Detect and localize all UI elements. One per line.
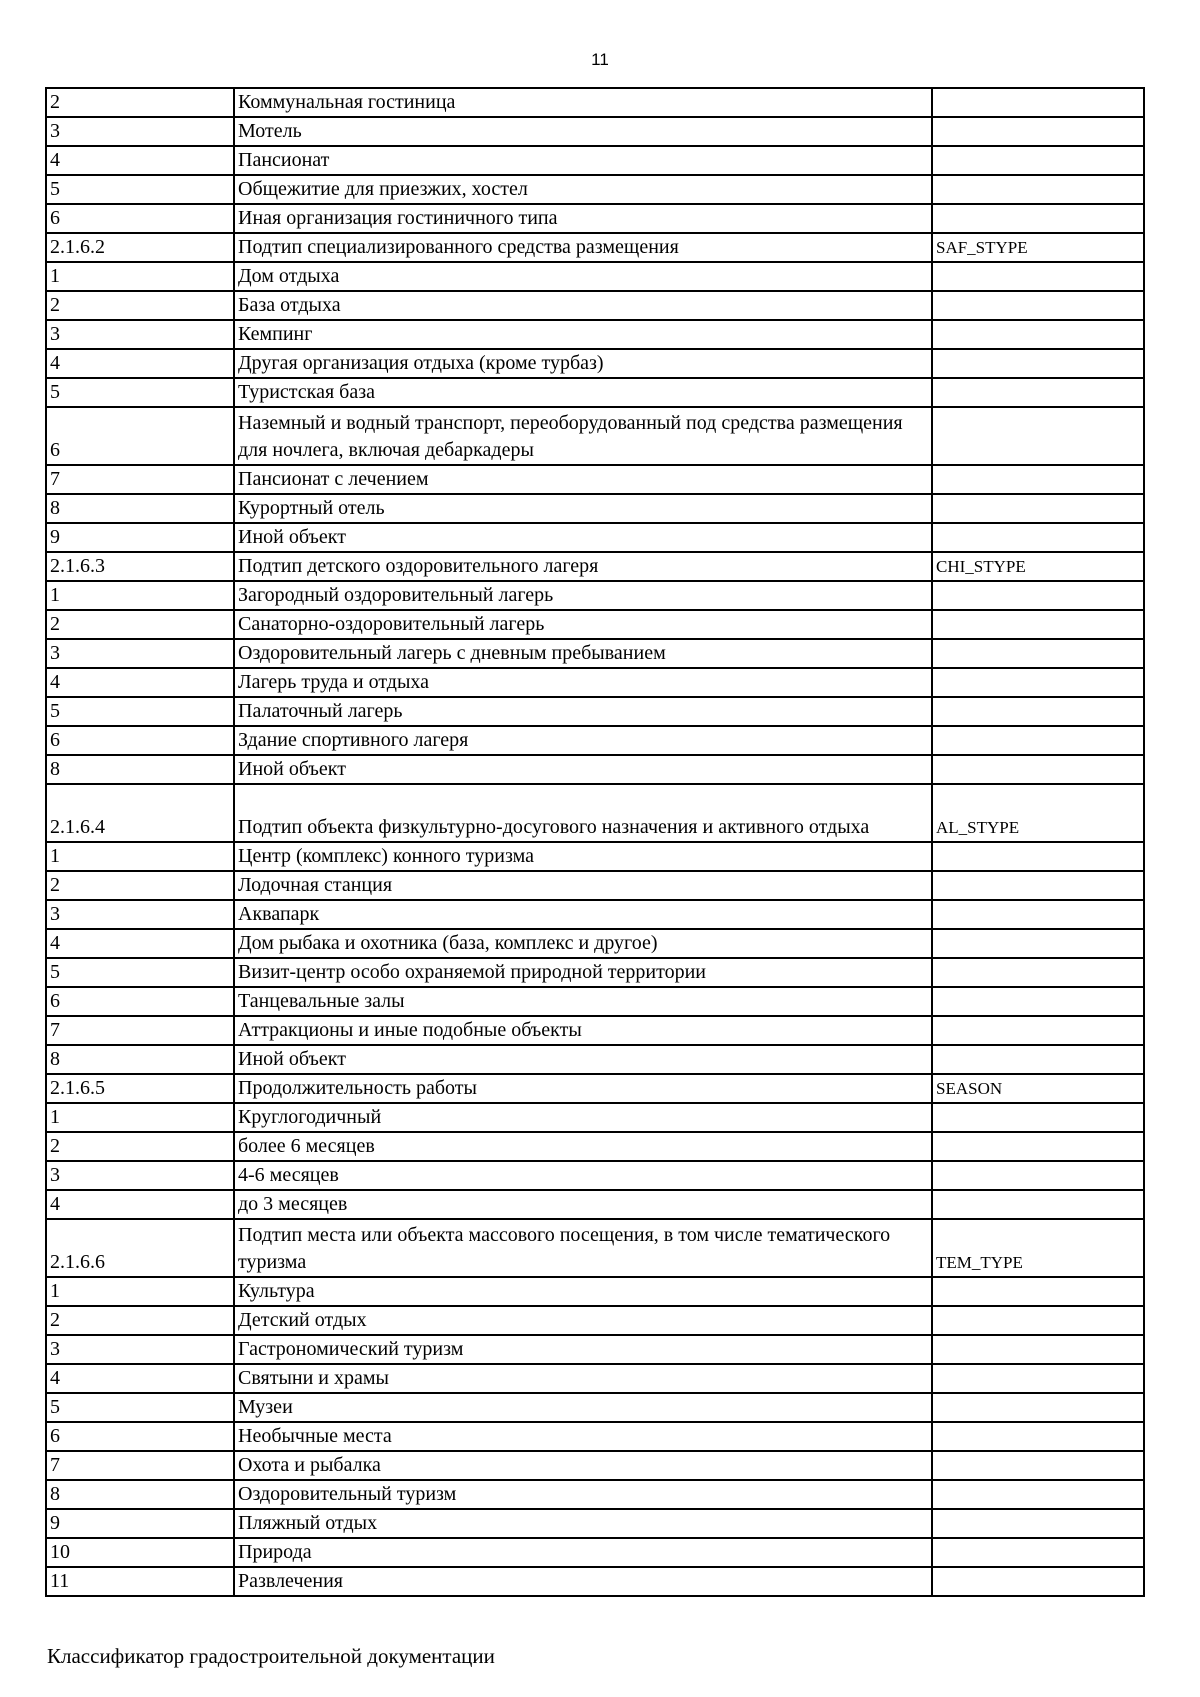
- row-code-cell: [932, 291, 1144, 320]
- row-number-cell: 2.1.6.5: [46, 1074, 234, 1103]
- table-row: [46, 900, 1144, 929]
- table-row: [46, 1538, 1144, 1567]
- row-number-cell: 11: [46, 1567, 234, 1596]
- row-code-cell: [932, 1016, 1144, 1045]
- page-number: 11: [591, 50, 609, 69]
- table-row: [46, 842, 1144, 871]
- row-code-cell: [932, 1451, 1144, 1480]
- table-row: [46, 929, 1144, 958]
- table-row: [46, 958, 1144, 987]
- row-code-cell: SEASON: [932, 1074, 1144, 1103]
- table-row: [46, 1045, 1144, 1074]
- row-name-cell: Подтип специализированного средства размещения: [234, 233, 932, 262]
- row-code-cell: [932, 1277, 1144, 1306]
- row-name-cell: Кемпинг: [234, 320, 932, 349]
- row-code-cell: SAF_STYPE: [932, 233, 1144, 262]
- row-name-cell: Общежитие для приезжих, хостел: [234, 175, 932, 204]
- row-code-cell: [932, 407, 1144, 465]
- row-number-cell: 4: [46, 1364, 234, 1393]
- table-row: [46, 465, 1144, 494]
- row-code-cell: [932, 581, 1144, 610]
- row-code-cell: [932, 1538, 1144, 1567]
- row-name-cell: Здание спортивного лагеря: [234, 726, 932, 755]
- table-row: [46, 1306, 1144, 1335]
- table-row: [46, 1451, 1144, 1480]
- table-row: [46, 262, 1144, 291]
- row-code-cell: [932, 755, 1144, 784]
- row-number-cell: 2: [46, 610, 234, 639]
- table-row: [46, 552, 1144, 581]
- table-row: [46, 175, 1144, 204]
- row-number-cell: 6: [46, 204, 234, 233]
- row-name-cell: Танцевальные залы: [234, 987, 932, 1016]
- row-name-cell: Санаторно-оздоровительный лагерь: [234, 610, 932, 639]
- table-row: [46, 1364, 1144, 1393]
- row-name-cell: Подтип объекта физкультурно-досугового назначения и активного отдыха: [234, 784, 932, 842]
- row-number-cell: 9: [46, 523, 234, 552]
- table-row: [46, 784, 1144, 842]
- row-name-cell: Палаточный лагерь: [234, 697, 932, 726]
- row-number-cell: 4: [46, 1190, 234, 1219]
- row-code-cell: [932, 842, 1144, 871]
- row-code-cell: [932, 871, 1144, 900]
- table-row: [46, 697, 1144, 726]
- table-row: [46, 726, 1144, 755]
- table-row: [46, 1393, 1144, 1422]
- table-row: [46, 1132, 1144, 1161]
- row-code-cell: [932, 1190, 1144, 1219]
- table-body: [46, 88, 1144, 1596]
- row-name-cell: Аквапарк: [234, 900, 932, 929]
- row-number-cell: 3: [46, 639, 234, 668]
- row-number-cell: 1: [46, 262, 234, 291]
- table-row: [46, 117, 1144, 146]
- row-name-cell: Подтип детского оздоровительного лагеря: [234, 552, 932, 581]
- row-name-cell: Подтип места или объекта массового посещения, в том числе тематического туризма: [234, 1219, 932, 1277]
- row-number-cell: 2.1.6.4: [46, 784, 234, 842]
- row-name-cell: Коммунальная гостиница: [234, 88, 932, 117]
- row-code-cell: [932, 1422, 1144, 1451]
- row-number-cell: 2: [46, 88, 234, 117]
- row-code-cell: [932, 929, 1144, 958]
- row-name-cell: Оздоровительный туризм: [234, 1480, 932, 1509]
- row-number-cell: 4: [46, 668, 234, 697]
- row-number-cell: 8: [46, 755, 234, 784]
- row-name-cell: Развлечения: [234, 1567, 932, 1596]
- row-name-cell: Иной объект: [234, 1045, 932, 1074]
- row-number-cell: 9: [46, 1509, 234, 1538]
- row-number-cell: 6: [46, 726, 234, 755]
- row-name-cell: Туристская база: [234, 378, 932, 407]
- table-row: [46, 1422, 1144, 1451]
- row-number-cell: 2: [46, 291, 234, 320]
- row-number-cell: 2: [46, 1132, 234, 1161]
- row-code-cell: [932, 465, 1144, 494]
- row-code-cell: [932, 523, 1144, 552]
- row-code-cell: [932, 639, 1144, 668]
- row-name-cell: Круглогодичный: [234, 1103, 932, 1132]
- classifier-table: [45, 87, 1145, 1597]
- document-footer: Классификатор градостроительной документации: [47, 1644, 495, 1668]
- row-code-cell: [932, 987, 1144, 1016]
- table-row: [46, 1074, 1144, 1103]
- row-number-cell: 1: [46, 842, 234, 871]
- row-code-cell: [932, 378, 1144, 407]
- table-row: [46, 233, 1144, 262]
- table-row: [46, 378, 1144, 407]
- table-row: [46, 1219, 1144, 1277]
- row-code-cell: [932, 88, 1144, 117]
- row-number-cell: 2.1.6.3: [46, 552, 234, 581]
- row-number-cell: 1: [46, 581, 234, 610]
- table-row: [46, 1016, 1144, 1045]
- row-name-cell: Визит-центр особо охраняемой природной территории: [234, 958, 932, 987]
- row-name-cell: Иная организация гостиничного типа: [234, 204, 932, 233]
- table-row: [46, 320, 1144, 349]
- row-name-cell: Пансионат с лечением: [234, 465, 932, 494]
- row-code-cell: [932, 1335, 1144, 1364]
- row-name-cell: Дом рыбака и охотника (база, комплекс и другое): [234, 929, 932, 958]
- row-code-cell: [932, 610, 1144, 639]
- row-code-cell: AL_STYPE: [932, 784, 1144, 842]
- row-code-cell: [932, 1480, 1144, 1509]
- row-code-cell: [932, 262, 1144, 291]
- row-name-cell: до 3 месяцев: [234, 1190, 932, 1219]
- row-name-cell: Гастрономический туризм: [234, 1335, 932, 1364]
- table-row: [46, 581, 1144, 610]
- row-name-cell: Оздоровительный лагерь с дневным пребыванием: [234, 639, 932, 668]
- table-row: [46, 987, 1144, 1016]
- row-number-cell: 5: [46, 1393, 234, 1422]
- row-name-cell: Охота и рыбалка: [234, 1451, 932, 1480]
- row-number-cell: 5: [46, 958, 234, 987]
- table-row: [46, 1277, 1144, 1306]
- table-row: [46, 88, 1144, 117]
- row-code-cell: [932, 726, 1144, 755]
- row-name-cell: более 6 месяцев: [234, 1132, 932, 1161]
- row-number-cell: 2.1.6.6: [46, 1219, 234, 1277]
- row-number-cell: 7: [46, 1016, 234, 1045]
- row-name-cell: Необычные места: [234, 1422, 932, 1451]
- row-name-cell: Детский отдых: [234, 1306, 932, 1335]
- table-row: [46, 291, 1144, 320]
- row-code-cell: [932, 1509, 1144, 1538]
- row-code-cell: [932, 668, 1144, 697]
- row-number-cell: 5: [46, 378, 234, 407]
- row-code-cell: [932, 175, 1144, 204]
- row-number-cell: 4: [46, 349, 234, 378]
- row-code-cell: TEM_TYPE: [932, 1219, 1144, 1277]
- table-row: [46, 523, 1144, 552]
- row-number-cell: 2.1.6.2: [46, 233, 234, 262]
- row-code-cell: [932, 1161, 1144, 1190]
- row-name-cell: Культура: [234, 1277, 932, 1306]
- table-row: [46, 1103, 1144, 1132]
- row-code-cell: [932, 146, 1144, 175]
- row-number-cell: 7: [46, 1451, 234, 1480]
- table-row: [46, 610, 1144, 639]
- row-code-cell: [932, 958, 1144, 987]
- row-name-cell: Продолжительность работы: [234, 1074, 932, 1103]
- row-code-cell: [932, 1567, 1144, 1596]
- row-code-cell: [932, 1393, 1144, 1422]
- row-name-cell: Наземный и водный транспорт, переоборудованный под средства размещения для ночлега, включая дебаркадеры: [234, 407, 932, 465]
- table-row: [46, 494, 1144, 523]
- row-number-cell: 1: [46, 1103, 234, 1132]
- row-name-cell: Загородный оздоровительный лагерь: [234, 581, 932, 610]
- row-name-cell: Природа: [234, 1538, 932, 1567]
- table-row: [46, 204, 1144, 233]
- row-number-cell: 3: [46, 1161, 234, 1190]
- row-code-cell: [932, 1045, 1144, 1074]
- row-name-cell: Пляжный отдых: [234, 1509, 932, 1538]
- table-row: [46, 668, 1144, 697]
- row-code-cell: CHI_STYPE: [932, 552, 1144, 581]
- row-name-cell: Иной объект: [234, 755, 932, 784]
- row-number-cell: 5: [46, 175, 234, 204]
- row-code-cell: [932, 204, 1144, 233]
- row-number-cell: 4: [46, 146, 234, 175]
- table-row: [46, 1190, 1144, 1219]
- row-name-cell: Центр (комплекс) конного туризма: [234, 842, 932, 871]
- table-row: [46, 1161, 1144, 1190]
- table-row: [46, 407, 1144, 465]
- row-code-cell: [932, 697, 1144, 726]
- row-code-cell: [932, 320, 1144, 349]
- row-name-cell: Лодочная станция: [234, 871, 932, 900]
- row-number-cell: 7: [46, 465, 234, 494]
- table-row: [46, 146, 1144, 175]
- row-code-cell: [932, 494, 1144, 523]
- row-number-cell: 1: [46, 1277, 234, 1306]
- table-row: [46, 1480, 1144, 1509]
- row-name-cell: Мотель: [234, 117, 932, 146]
- table-row: [46, 1509, 1144, 1538]
- row-number-cell: 10: [46, 1538, 234, 1567]
- table-row: [46, 639, 1144, 668]
- row-name-cell: Лагерь труда и отдыха: [234, 668, 932, 697]
- row-name-cell: Другая организация отдыха (кроме турбаз): [234, 349, 932, 378]
- row-number-cell: 2: [46, 1306, 234, 1335]
- row-number-cell: 3: [46, 117, 234, 146]
- row-name-cell: Дом отдыха: [234, 262, 932, 291]
- row-number-cell: 8: [46, 1480, 234, 1509]
- row-code-cell: [932, 1132, 1144, 1161]
- table-row: [46, 349, 1144, 378]
- row-name-cell: Пансионат: [234, 146, 932, 175]
- table-row: [46, 1567, 1144, 1596]
- row-name-cell: Аттракционы и иные подобные объекты: [234, 1016, 932, 1045]
- row-name-cell: База отдыха: [234, 291, 932, 320]
- row-number-cell: 6: [46, 987, 234, 1016]
- row-code-cell: [932, 900, 1144, 929]
- row-number-cell: 2: [46, 871, 234, 900]
- row-code-cell: [932, 1103, 1144, 1132]
- row-code-cell: [932, 1306, 1144, 1335]
- table-row: [46, 755, 1144, 784]
- row-number-cell: 3: [46, 1335, 234, 1364]
- row-code-cell: [932, 117, 1144, 146]
- row-code-cell: [932, 1364, 1144, 1393]
- row-number-cell: 8: [46, 1045, 234, 1074]
- row-number-cell: 8: [46, 494, 234, 523]
- row-number-cell: 3: [46, 900, 234, 929]
- row-number-cell: 6: [46, 407, 234, 465]
- row-number-cell: 3: [46, 320, 234, 349]
- row-number-cell: 6: [46, 1422, 234, 1451]
- row-name-cell: Святыни и храмы: [234, 1364, 932, 1393]
- row-name-cell: Иной объект: [234, 523, 932, 552]
- table-row: [46, 871, 1144, 900]
- table-row: [46, 1335, 1144, 1364]
- row-name-cell: Курортный отель: [234, 494, 932, 523]
- row-number-cell: 4: [46, 929, 234, 958]
- row-name-cell: Музеи: [234, 1393, 932, 1422]
- row-number-cell: 5: [46, 697, 234, 726]
- row-name-cell: 4-6 месяцев: [234, 1161, 932, 1190]
- row-code-cell: [932, 349, 1144, 378]
